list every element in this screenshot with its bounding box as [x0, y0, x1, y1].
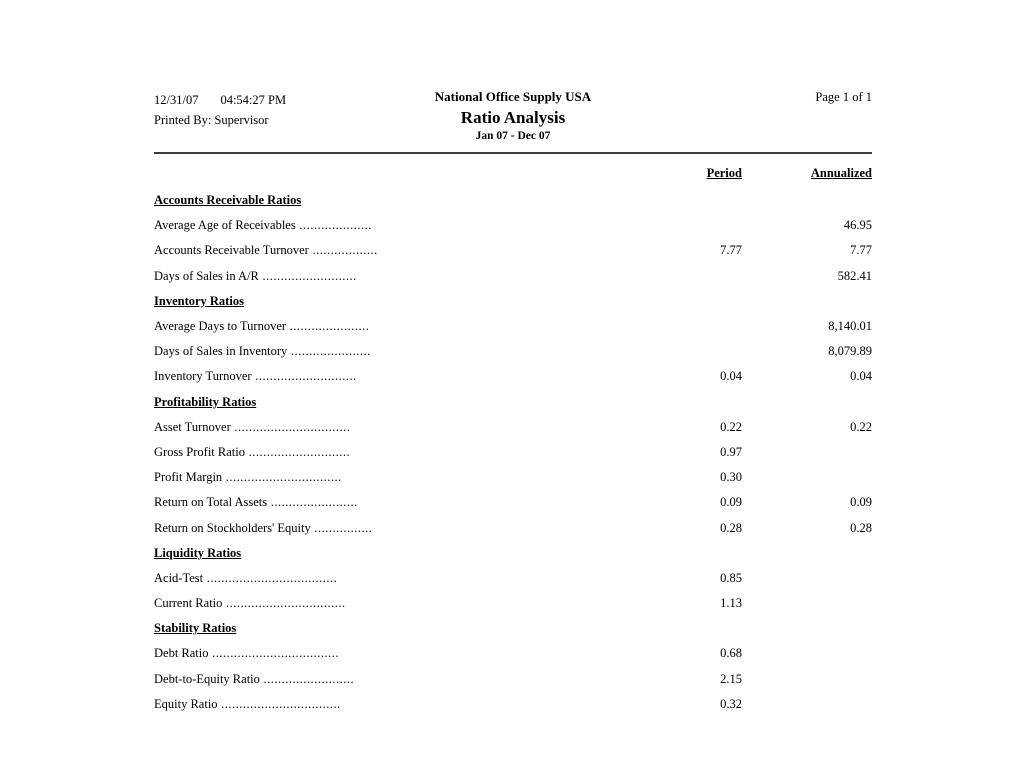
dot-leader: ....................................: [203, 570, 338, 585]
ratio-label-cell: [154, 420, 622, 435]
ratio-label: Current Ratio: [154, 596, 223, 611]
dot-leader: ......................: [286, 319, 370, 334]
dot-leader: .........................: [259, 671, 355, 686]
ratio-label-cell: [154, 646, 622, 661]
ratio-row: [154, 314, 872, 339]
ratio-label: Average Age of Receivables: [154, 218, 296, 233]
ratio-label-cell: [154, 344, 622, 359]
period-value: 0.28: [720, 520, 742, 535]
dot-leader: .................................: [222, 596, 346, 611]
section-heading: Profitability Ratios: [154, 394, 257, 409]
ratio-label: Return on Total Assets: [154, 495, 268, 510]
dot-leader: ................................: [222, 470, 342, 485]
report-body: [154, 188, 872, 717]
period-value: 0.68: [720, 646, 742, 661]
period-value: 0.22: [720, 419, 742, 434]
ratio-label: Accounts Receivable Turnover: [154, 243, 309, 258]
print-info: [154, 90, 435, 130]
ratio-label: Days of Sales in Inventory: [154, 344, 288, 359]
section-heading: Inventory Ratios: [154, 293, 244, 308]
dot-leader: ............................: [244, 444, 351, 459]
ratio-row: [154, 415, 872, 440]
ratio-row: [154, 465, 872, 490]
section-heading: Stability Ratios: [154, 621, 237, 636]
period-value: 0.32: [720, 696, 742, 711]
ratio-label-cell: [154, 596, 622, 611]
printed-by: Printed By: Supervisor: [154, 113, 269, 127]
ratio-label-cell: [154, 495, 622, 510]
ratio-row: [154, 440, 872, 465]
period-value: 0.97: [720, 444, 742, 459]
ratio-label-cell: [154, 319, 622, 334]
section-heading-row: [154, 616, 872, 641]
period-value: 2.15: [720, 671, 742, 686]
dot-leader: ................: [310, 520, 373, 535]
ratio-row: [154, 692, 872, 717]
annualized-value: 8,140.01: [828, 319, 872, 334]
ratio-row: [154, 591, 872, 616]
annualized-column-header: Annualized: [810, 165, 872, 180]
annualized-value: 0.09: [850, 495, 872, 510]
report-title: Ratio Analysis: [460, 108, 566, 127]
ratio-label: Equity Ratio: [154, 696, 218, 711]
dot-leader: ............................: [251, 369, 357, 384]
ratio-label: Debt-to-Equity Ratio: [154, 671, 260, 686]
ratio-label: Asset Turnover: [154, 419, 231, 434]
ratio-label-cell: [154, 269, 622, 284]
period-value: 0.85: [720, 570, 742, 585]
dot-leader: ......................: [287, 344, 371, 359]
ratio-label-cell: [154, 243, 622, 258]
dot-leader: ........................: [267, 495, 358, 510]
annualized-value: 8,079.89: [828, 344, 872, 359]
ratio-row: [154, 515, 872, 540]
dot-leader: ..................: [308, 243, 378, 258]
ratio-row: [154, 490, 872, 515]
print-date: 12/31/07: [154, 93, 199, 107]
period-value: 1.13: [720, 596, 742, 611]
report-date-range: Jan 07 - Dec 07: [475, 130, 551, 142]
section-heading-row: [154, 541, 872, 566]
dot-leader: ................................: [230, 419, 351, 434]
annualized-value: 0.04: [850, 369, 872, 384]
report-title-block: [435, 90, 591, 143]
section-heading: Accounts Receivable Ratios: [154, 193, 302, 208]
period-value: 0.09: [720, 495, 742, 510]
period-column-header: Period: [706, 165, 742, 180]
ratio-row: [154, 667, 872, 692]
period-value: 0.30: [720, 470, 742, 485]
ratio-row: [154, 238, 872, 263]
period-value: 7.77: [720, 243, 742, 258]
dot-leader: ...................................: [208, 646, 340, 661]
annualized-value: 7.77: [850, 243, 872, 258]
ratio-label: Days of Sales in A/R: [154, 268, 259, 283]
section-heading: Liquidity Ratios: [154, 545, 242, 560]
ratio-label: Average Days to Turnover: [154, 319, 287, 334]
ratio-row: [154, 213, 872, 238]
annualized-value: 0.28: [850, 520, 872, 535]
ratio-row: [154, 339, 872, 364]
ratio-label-cell: [154, 672, 622, 687]
section-heading-row: [154, 188, 872, 213]
ratio-label: Inventory Turnover: [154, 369, 252, 384]
ratio-label: Gross Profit Ratio: [154, 444, 245, 459]
ratio-label-cell: [154, 369, 622, 384]
period-value: 0.04: [720, 369, 742, 384]
annualized-value: 46.95: [843, 218, 872, 233]
print-datetime: [154, 90, 435, 110]
ratio-row: [154, 566, 872, 591]
ratio-label-cell: [154, 218, 622, 233]
ratio-label-cell: [154, 521, 622, 536]
ratio-label-cell: [154, 571, 622, 586]
ratio-label: Debt Ratio: [154, 646, 209, 661]
print-time: 04:54:27 PM: [220, 93, 287, 107]
report-page: [154, 0, 872, 717]
ratio-row: [154, 641, 872, 666]
ratio-row: [154, 364, 872, 389]
company-name: National Office Supply USA: [434, 89, 592, 104]
dot-leader: ....................: [295, 218, 372, 233]
dot-leader: ..........................: [258, 268, 357, 283]
ratio-label: Return on Stockholders' Equity: [154, 520, 311, 535]
dot-leader: .................................: [217, 696, 341, 711]
ratio-label-cell: [154, 445, 622, 460]
ratio-row: [154, 264, 872, 289]
ratio-label-cell: [154, 470, 622, 485]
page-number: Page 1 of 1: [815, 90, 872, 104]
header-divider: [154, 152, 872, 154]
column-header-row: [154, 160, 872, 186]
annualized-value: 582.41: [837, 268, 872, 283]
annualized-value: 0.22: [850, 419, 872, 434]
section-heading-row: [154, 289, 872, 314]
ratio-label-cell: [154, 697, 622, 712]
ratio-label: Acid-Test: [154, 570, 204, 585]
section-heading-row: [154, 390, 872, 415]
report-header: [154, 90, 872, 148]
ratio-label: Profit Margin: [154, 470, 223, 485]
